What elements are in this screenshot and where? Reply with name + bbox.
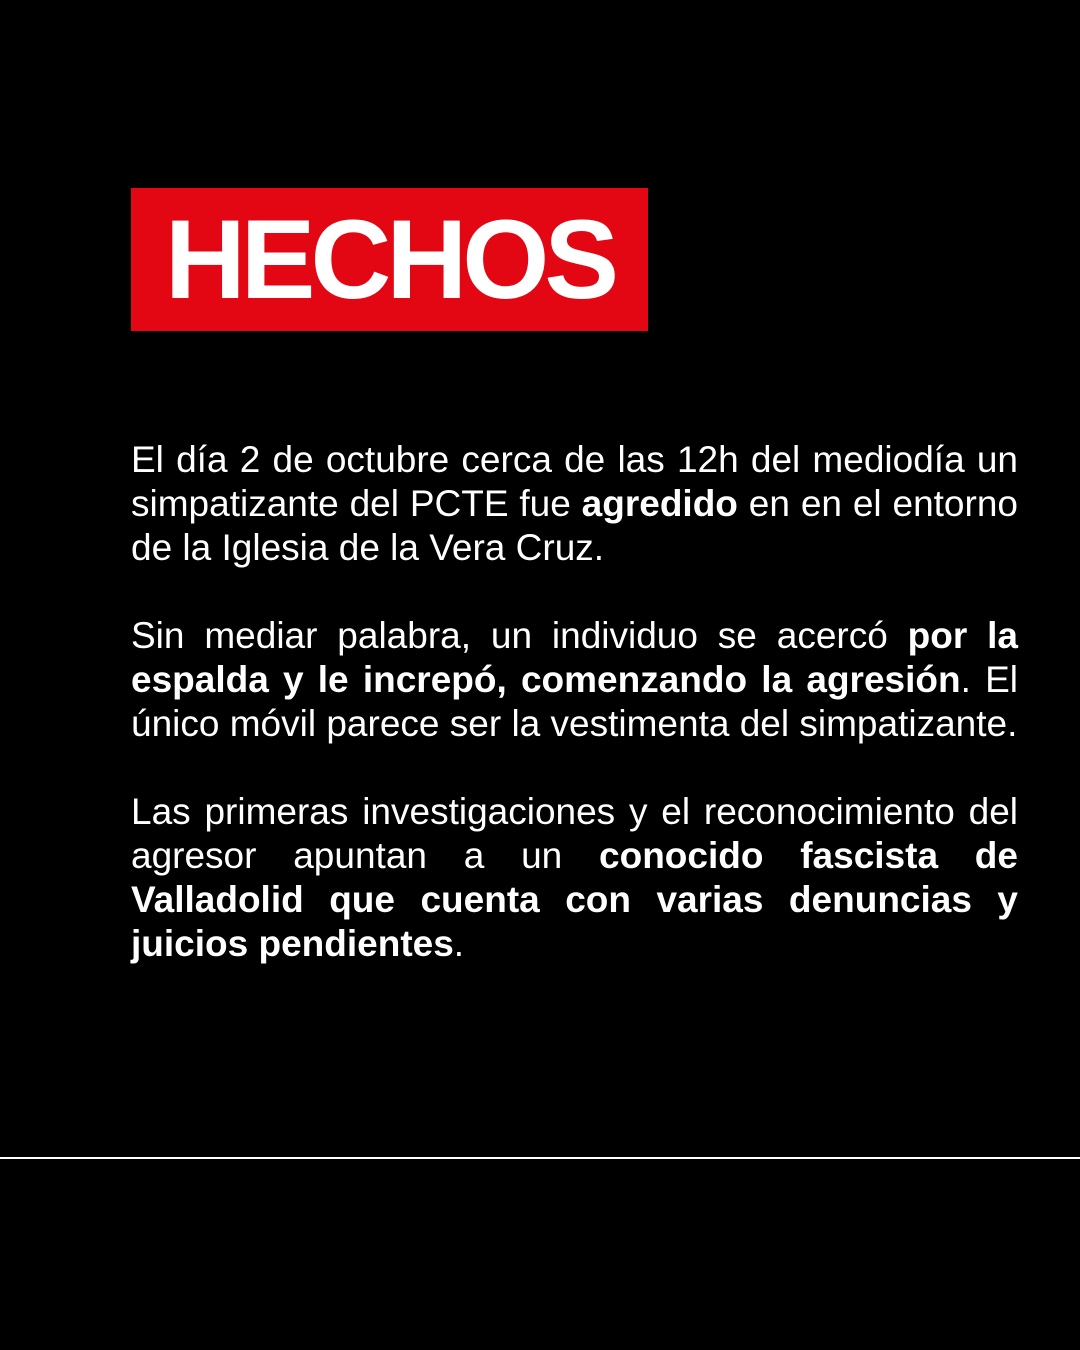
paragraph-1-segment-1: El día 2 de octubre cerca de las 12h del mediodía un simpatizante del PCTE fue [131,439,1018,524]
title-banner [131,188,648,331]
paragraph-2 [131,614,1018,746]
page-title: HECHOS [164,197,615,322]
paragraph-2-segment-1: Sin mediar palabra, un individuo se acercó [131,615,908,656]
paragraph-2-segment-3: . El único móvil parece ser la vestimenta del simpatizante. [131,659,1018,744]
paragraph-1-segment-2: agredido [581,483,738,524]
paragraph-3-segment-3: . [453,923,465,964]
paragraph-1 [131,438,1018,570]
paragraph-3 [131,790,1018,966]
bottom-divider [0,1157,1080,1159]
paragraph-3-segment-1: Las primeras investigaciones y el reconocimiento del agresor apuntan a un [131,791,1018,876]
paragraph-3-segment-2: conocido fascista de Valladolid que cuenta con varias denuncias y juicios pendientes [131,835,1018,964]
paragraph-2-segment-2: por la espalda y le increpó, comenzando la agresión [131,615,1018,700]
body-text [131,438,1018,1010]
paragraph-1-segment-3: en en el entorno de la Iglesia de la Vera Cruz. [131,483,1018,568]
